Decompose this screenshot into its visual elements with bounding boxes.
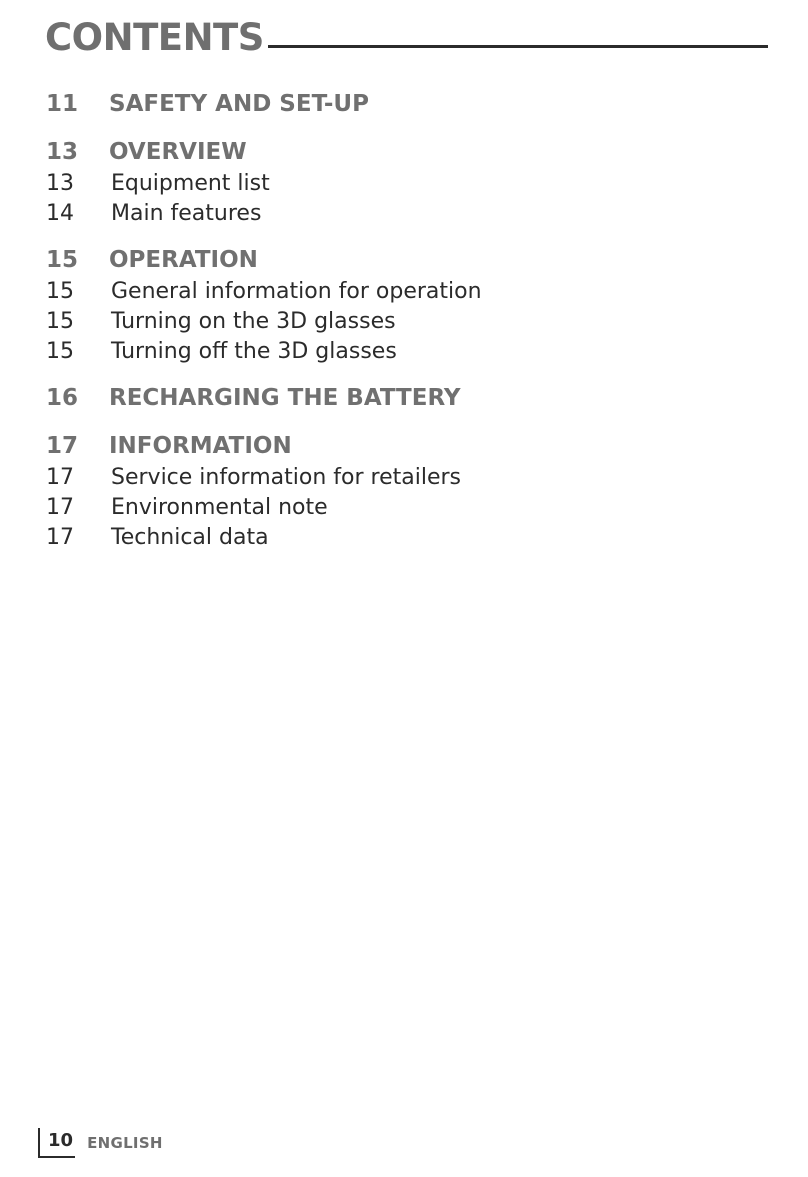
toc-entry-title: Turning off the 3D glasses (111, 339, 397, 364)
toc-section (46, 136, 766, 229)
toc-section-title: OVERVIEW (109, 139, 247, 165)
toc-section (46, 382, 766, 415)
toc-section-title: OPERATION (109, 247, 258, 273)
toc-entry-page: 13 (46, 171, 74, 196)
toc-entry[interactable] (46, 307, 766, 337)
toc-entry[interactable] (46, 277, 766, 307)
header-divider (268, 45, 768, 48)
toc-entry-title: Equipment list (111, 171, 270, 196)
toc-entry-page: 17 (46, 495, 74, 520)
toc-section-heading[interactable] (46, 430, 766, 463)
toc-section-title: INFORMATION (109, 433, 292, 459)
toc-section-title: SAFETY AND SET-UP (109, 91, 369, 117)
toc-entry-page: 17 (46, 465, 74, 490)
toc-section-title: RECHARGING THE BATTERY (109, 385, 461, 411)
toc-entry[interactable] (46, 199, 766, 229)
page-footer (38, 1128, 163, 1158)
page-title: CONTENTS (45, 16, 264, 59)
toc-entry-title: General information for operation (111, 279, 482, 304)
toc-section (46, 430, 766, 553)
toc-entry-title: Service information for retailers (111, 465, 461, 490)
toc-section-page: 11 (46, 91, 79, 117)
toc-section-page: 15 (46, 247, 79, 273)
toc-entry[interactable] (46, 493, 766, 523)
toc-entry[interactable] (46, 523, 766, 553)
toc-section-page: 17 (46, 433, 79, 459)
page-number: 10 (38, 1128, 75, 1158)
toc-section-page: 13 (46, 139, 79, 165)
table-of-contents (46, 88, 766, 568)
toc-entry-page: 14 (46, 201, 74, 226)
toc-entry-title: Main features (111, 201, 262, 226)
toc-section (46, 244, 766, 367)
toc-section-heading[interactable] (46, 382, 766, 415)
toc-entry-title: Environmental note (111, 495, 328, 520)
toc-entry-page: 15 (46, 309, 74, 334)
toc-section-heading[interactable] (46, 88, 766, 121)
toc-entry-title: Turning on the 3D glasses (111, 309, 396, 334)
toc-entry[interactable] (46, 337, 766, 367)
toc-entry-title: Technical data (111, 525, 269, 550)
page-header (45, 14, 768, 58)
toc-entry-page: 15 (46, 279, 74, 304)
language-label: ENGLISH (87, 1134, 163, 1152)
toc-section-heading[interactable] (46, 244, 766, 277)
toc-entry[interactable] (46, 169, 766, 199)
toc-section-heading[interactable] (46, 136, 766, 169)
toc-section-page: 16 (46, 385, 79, 411)
toc-entry[interactable] (46, 463, 766, 493)
toc-entry-page: 17 (46, 525, 74, 550)
toc-entry-page: 15 (46, 339, 74, 364)
toc-section (46, 88, 766, 121)
